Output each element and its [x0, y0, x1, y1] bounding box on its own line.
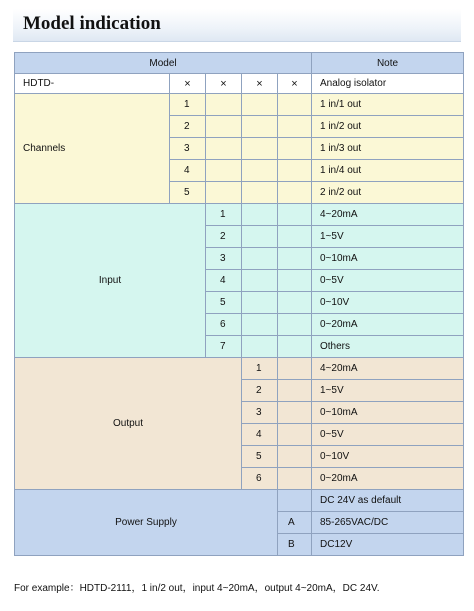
power-code: [278, 490, 312, 512]
output-code: 3: [242, 402, 278, 424]
output-label: Output: [15, 358, 242, 490]
model-note: Analog isolator: [312, 74, 464, 94]
page-title: Model indication: [23, 13, 161, 34]
model-header: Model: [15, 53, 312, 74]
channels-label: Channels: [15, 94, 170, 204]
input-code: 7: [206, 336, 242, 358]
channel-code: 1: [170, 94, 206, 116]
model-code-row: [15, 74, 464, 94]
example-footnote: For example：HDTD-2111，1 in/2 out，input 4~20mA，output 4~20mA，DC 24V.: [14, 583, 380, 594]
input-code: 5: [206, 292, 242, 314]
output-note: 0~5V: [312, 424, 464, 446]
input-code: 6: [206, 314, 242, 336]
input-note: 1~5V: [312, 226, 464, 248]
channel-note: 2 in/2 out: [312, 182, 464, 204]
model-prefix: HDTD-: [15, 74, 170, 94]
channel-note: 1 in/1 out: [312, 94, 464, 116]
input-note: 0~20mA: [312, 314, 464, 336]
table-row: [15, 94, 464, 116]
channel-code: 3: [170, 138, 206, 160]
channel-note: 1 in/2 out: [312, 116, 464, 138]
input-note: Others: [312, 336, 464, 358]
power-note: DC 24V as default: [312, 490, 464, 512]
channel-note: 1 in/4 out: [312, 160, 464, 182]
power-note: 85-265VAC/DC: [312, 512, 464, 534]
model-mark-channels: ×: [170, 74, 206, 94]
power-code: A: [278, 512, 312, 534]
input-note: 0~10V: [312, 292, 464, 314]
model-indication-table: [14, 52, 464, 556]
input-label: Input: [15, 204, 206, 358]
input-note: 0~10mA: [312, 248, 464, 270]
table-row: [15, 358, 464, 380]
power-code: B: [278, 534, 312, 556]
header-row: [15, 53, 464, 74]
power-note: DC12V: [312, 534, 464, 556]
output-code: 1: [242, 358, 278, 380]
output-note: 1~5V: [312, 380, 464, 402]
channel-code: 5: [170, 182, 206, 204]
output-note: 4~20mA: [312, 358, 464, 380]
note-header: Note: [312, 53, 464, 74]
model-mark-power: ×: [278, 74, 312, 94]
table-row: [15, 204, 464, 226]
output-note: 0~10V: [312, 446, 464, 468]
channel-code: 4: [170, 160, 206, 182]
input-code: 2: [206, 226, 242, 248]
output-note: 0~10mA: [312, 402, 464, 424]
channel-note: 1 in/3 out: [312, 138, 464, 160]
table-row: [15, 490, 464, 512]
input-code: 3: [206, 248, 242, 270]
power-supply-label: Power Supply: [15, 490, 278, 556]
output-code: 5: [242, 446, 278, 468]
title-bar: [13, 9, 461, 42]
output-code: 4: [242, 424, 278, 446]
input-code: 1: [206, 204, 242, 226]
output-code: 6: [242, 468, 278, 490]
channel-code: 2: [170, 116, 206, 138]
input-code: 4: [206, 270, 242, 292]
output-code: 2: [242, 380, 278, 402]
output-note: 0~20mA: [312, 468, 464, 490]
input-note: 0~5V: [312, 270, 464, 292]
input-note: 4~20mA: [312, 204, 464, 226]
model-mark-input: ×: [206, 74, 242, 94]
model-mark-output: ×: [242, 74, 278, 94]
